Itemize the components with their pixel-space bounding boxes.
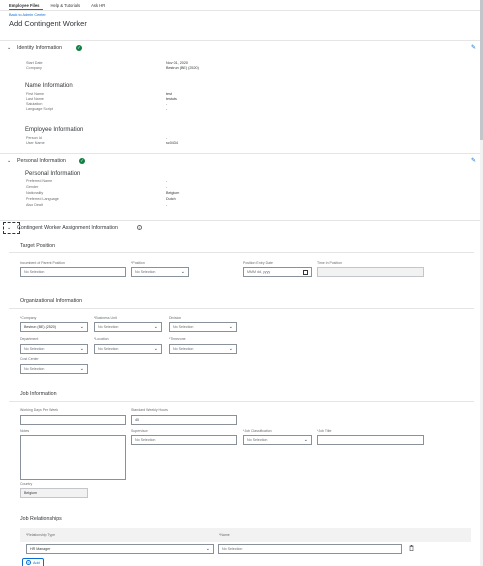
relationship-name-col: *Name [219, 533, 230, 537]
relationship-type-value: HR Manager [30, 547, 51, 551]
chevron-down-icon: ⌄ [228, 346, 233, 352]
field-label: Also Dealt [26, 203, 43, 207]
time-in-position-label: Time In Position [317, 261, 342, 265]
name-info-title: Name Information [25, 83, 73, 89]
identity-section-header[interactable] [0, 40, 483, 54]
company-label: *Company [20, 316, 37, 320]
field-value: - [166, 203, 168, 207]
job-classification-label: *Job Classification [243, 429, 272, 433]
job-relationships-title: Job Relationships [20, 516, 62, 522]
time-in-position-field [317, 267, 424, 277]
field-value: - [166, 185, 168, 189]
field-label: User Name [26, 141, 45, 145]
info-icon[interactable]: i [137, 225, 142, 230]
field-value: testuts [166, 97, 177, 101]
identity-section-title: Identity Information [17, 44, 63, 51]
field-label: First Name [26, 92, 45, 96]
field-label: Nationality [26, 191, 44, 195]
std-hours-input[interactable] [131, 415, 237, 425]
field-value: Nov 01, 2020 [166, 61, 188, 65]
check-circle-icon: ✓ [80, 157, 84, 163]
field-label: Gender [26, 185, 39, 189]
business-unit-select[interactable] [94, 322, 162, 332]
working-days-label: Working Days Per Week [20, 408, 58, 412]
division-select[interactable] [169, 322, 237, 332]
tab-employee-files[interactable]: Employee Files [9, 2, 40, 8]
tab-help-tutorials[interactable]: Help & Tutorials [50, 2, 81, 8]
division-label: Division [169, 316, 182, 320]
check-circle-icon: ✓ [77, 44, 81, 50]
location-value: No Selection [98, 347, 119, 351]
incumbent-label: Incumbent of Parent Position [20, 261, 65, 265]
top-navigation [0, 0, 483, 10]
trash-icon[interactable] [409, 545, 414, 551]
field-value: - [166, 102, 168, 106]
assignment-section-header[interactable] [0, 220, 483, 234]
std-hours-label: Standard Weekly Hours [131, 408, 168, 412]
add-relationship-button[interactable] [22, 558, 44, 566]
notes-textarea[interactable] [20, 435, 126, 480]
department-label: Department [20, 337, 39, 341]
group-divider [9, 308, 474, 309]
department-select[interactable] [20, 344, 88, 354]
country-label: Country [20, 482, 33, 486]
position-label: *Position [131, 261, 145, 265]
field-label: Language Script [26, 107, 53, 111]
chevron-down-icon: ⌄ [79, 366, 84, 372]
relationship-type-col: *Relationship Type [26, 533, 56, 537]
target-position-title: Target Position [20, 243, 56, 249]
company-value: Bestrun (BE) (2520) [24, 325, 56, 329]
cost-center-label: Cost Center [20, 357, 39, 361]
supervisor-label: Supervisor [131, 429, 148, 433]
supervisor-value: No Selection [135, 438, 156, 442]
field-value: Belgium [166, 191, 180, 195]
cost-center-select[interactable] [20, 364, 88, 374]
field-label: Company [26, 66, 42, 70]
chevron-down-icon[interactable]: ⌄ [7, 225, 12, 231]
timezone-label: *Timezone [169, 337, 186, 341]
chevron-down-icon: ⌄ [205, 546, 210, 552]
relationships-table-header [20, 528, 471, 542]
job-info-title: Job Information [20, 391, 57, 397]
chevron-down-icon: ⌄ [180, 269, 185, 275]
business-unit-label: *Business Unit [94, 316, 117, 320]
incumbent-value: No Selection [24, 270, 45, 274]
timezone-select[interactable] [169, 344, 237, 354]
tab-ask-hr[interactable]: Ask HR [91, 2, 106, 8]
std-hours-value: 40 [135, 418, 139, 422]
position-select[interactable] [131, 267, 189, 277]
org-info-title: Organizational Information [20, 298, 83, 304]
field-label: Last Name [26, 97, 44, 101]
field-label: Salutation [26, 102, 43, 106]
calendar-icon[interactable] [303, 270, 308, 275]
chevron-down-icon: ⌄ [228, 324, 233, 330]
personal-section-title: Personal Information [17, 157, 66, 164]
location-label: *Location [94, 337, 109, 341]
field-value: Dutch [166, 197, 176, 201]
location-select[interactable] [94, 344, 162, 354]
field-value: sc0434 [166, 141, 178, 145]
chevron-down-icon[interactable]: ⌄ [7, 45, 12, 51]
job-classification-value: No Selection [247, 438, 268, 442]
chevron-down-icon: ⌄ [153, 346, 158, 352]
edit-pencil-icon[interactable]: ✎ [470, 158, 476, 164]
working-days-input[interactable] [20, 415, 126, 425]
chevron-down-icon: ⌄ [153, 324, 158, 330]
field-label: Preferred Language [26, 197, 59, 201]
job-classification-select[interactable] [243, 435, 312, 445]
assignment-section-title: Contingent Worker Assignment Information [17, 224, 118, 231]
country-value: Belgium [24, 491, 37, 495]
country-field [20, 488, 88, 498]
business-unit-value: No Selection [98, 325, 119, 329]
field-label: Preferred Name [26, 179, 53, 183]
back-link[interactable]: Back to Admin Center [9, 13, 46, 17]
field-value: - [166, 179, 168, 183]
relationship-name-value: No Selection [222, 547, 243, 551]
entry-date-label: Position Entry Date [243, 261, 273, 265]
employee-info-title: Employee Information [25, 127, 84, 133]
company-select[interactable] [20, 322, 88, 332]
field-value: test [166, 92, 172, 96]
incumbent-input[interactable] [20, 267, 126, 277]
chevron-down-icon: ⌄ [79, 346, 84, 352]
group-divider [9, 252, 474, 253]
plus-circle-icon: + [27, 560, 30, 565]
division-value: No Selection [173, 325, 194, 329]
relationship-name-input[interactable] [218, 544, 402, 554]
notes-label: Notes [20, 429, 30, 433]
cost-center-value: No Selection [24, 367, 45, 371]
personal-subtitle: Personal Information [25, 171, 81, 177]
page-title: Add Contingent Worker [9, 19, 87, 28]
relationship-type-select[interactable] [26, 544, 214, 554]
group-divider [9, 401, 474, 402]
keyboard-focus-indicator [3, 222, 20, 234]
job-title-input[interactable] [317, 435, 424, 445]
entry-date-input[interactable] [243, 267, 312, 277]
supervisor-input[interactable] [131, 435, 237, 445]
field-label: Person Id [26, 136, 42, 140]
field-label: Start Date [26, 61, 43, 65]
nav-divider [0, 10, 483, 11]
position-value: No Selection [135, 270, 156, 274]
department-value: No Selection [24, 347, 45, 351]
chevron-down-icon[interactable]: ⌄ [7, 158, 12, 164]
edit-pencil-icon[interactable]: ✎ [470, 45, 476, 51]
add-button-label: Add [33, 561, 40, 565]
chevron-down-icon: ⌄ [303, 437, 308, 443]
personal-section-header[interactable] [0, 153, 483, 167]
job-title-label: *Job Title [317, 429, 332, 433]
timezone-value: No Selection [173, 347, 194, 351]
field-value: Bestrun (BE) (2520) [166, 66, 199, 70]
field-value: - [166, 107, 168, 111]
chevron-down-icon: ⌄ [79, 324, 84, 330]
entry-date-placeholder: MMM dd, yyyy [247, 270, 271, 274]
field-value: - [166, 136, 168, 140]
